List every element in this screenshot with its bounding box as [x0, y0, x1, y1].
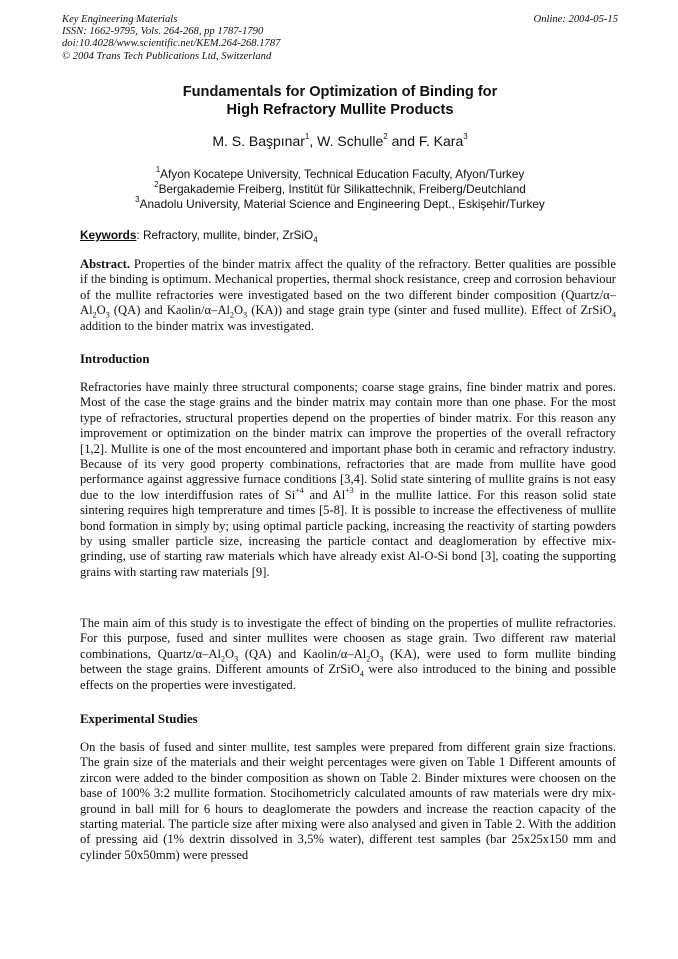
affiliation-3 [62, 197, 618, 212]
affiliation-1-mark: 1 [155, 165, 161, 175]
affiliation-1 [62, 167, 618, 182]
author-1: M. S. Başpınar [212, 133, 305, 149]
subscript: 3 [234, 654, 239, 664]
author-3-affil-mark: 3 [463, 132, 468, 142]
affiliation-1-text: Afyon Kocatepe University, Technical Education Faculty, Afyon/Turkey [160, 167, 525, 181]
running-header [62, 14, 618, 63]
paragraph-text: and Al [303, 487, 346, 502]
title-line-1: Fundamentals for Optimization of Binding for [182, 84, 498, 100]
abstract [80, 257, 616, 334]
subscript: 2 [220, 654, 225, 664]
paragraph-text: On the basis of fused and sinter mullite, test samples were prepared from different grain size fractions. The grain size of the materials and their weight percentages were given on Table 1 Different amounts of zircon were added to the binder composition as shown on Table 2. Binder mixtures were choosen on the base of 100% 3:2 mullite formation. Stocihometricly calculated amounts of raw materials were dry mix-ground in ball mill for 6 hours to deaglomerate the powders and increase the reaction capacity of the starting material. The particle size after mixing were also analysed and given in Table 2. With the addition of pressing aid (1% dextrin dissolved in 3,5% water), different test samples (bar 25x25x150 mm and cylinder 50x50mm) were pressed [80, 740, 616, 862]
author-1-affil-mark: 1 [304, 132, 310, 142]
subscript: 3 [243, 310, 248, 320]
experimental-paragraph-1 [80, 740, 616, 863]
paragraph-text: O [224, 646, 235, 661]
paragraph-text: in the mullite lattice. For this reason solid state sintering requires high temprerature and times [5-8]. It is possible to increase the effectiveness of mullite bond formation in simply by; using optimal particle packing, increasing the reactivity of starting powders by using smaller particle size, increasing the particle contact and deaglomeration by effective mix-grinding, use of starting raw materials which have already exist Al-O-Si bond [3], coating the supporting grains with starting raw materials [9]. [80, 487, 616, 579]
affiliation-2-mark: 2 [154, 180, 159, 190]
keywords-sub: 4 [313, 235, 318, 245]
paper-title [62, 83, 618, 119]
affiliations [62, 167, 618, 212]
issn-line: ISSN: 1662-9795, Vols. 264-268, pp 1787-1790 [62, 26, 264, 38]
subscript: 2 [230, 310, 235, 320]
subscript: 2 [366, 654, 371, 664]
keywords-line [80, 228, 616, 245]
keywords-label: Keywords [80, 228, 137, 242]
paragraph-text: were also introduced to the bining and possible effects on the properties were investigated. [80, 662, 616, 692]
title-line-2: High Refractory Mullite Products [226, 102, 454, 118]
abstract-text: Properties of the binder matrix affect the quality of the refractory. Better qualities are possible if the binding is optimum. Mechanical properties, thermal shock resistance, creep and corrosion behaviour of the mullite refractories were investigated based on the two different binder composition (Quartz/α–Al [80, 257, 616, 318]
paragraph-text: The main aim of this study is to investigate the effect of binding on the properties of mullite refractories. For this purpose, fused and sinter mullites were choosen as stage grain. Two different raw material combinations, Quartz/α–Al [80, 616, 616, 661]
affiliation-3-text: Anadolu University, Material Science and Engineering Dept., Eskişehir/Turkey [139, 197, 545, 211]
introduction-paragraph-1 [80, 380, 616, 580]
subscript: 3 [379, 654, 384, 664]
author-3: and F. Kara [387, 133, 464, 149]
author-list [62, 133, 618, 150]
affiliation-3-mark: 3 [135, 195, 140, 205]
superscript: +3 [345, 485, 354, 495]
paragraph-text: Refractories have mainly three structural components; coarse stage grains, fine binder matrix and pores. Most of the case the stage grains and the binder matrix may contain more than one phase. For the most type of refractories, structural properties depend on the properties of binder matrix. For this reason any improvement or optimization on the binder matrix can improve the properties of the overall refractory [1,2]. Mullite is one of the most encountered and important phase both in ceramic and refractory industry. Because of its very good property combinations, refractories that are made from mullite have good performance against aggressive furnace conditions [3,4]. Solid state sintering of mullite grains is not easy due to the low interdiffusion rates of Si [80, 380, 616, 502]
introduction-heading: Introduction [80, 352, 150, 366]
subscript: 2 [92, 310, 97, 320]
introduction-paragraph-2 [80, 616, 616, 693]
abstract-text: (QA) and Kaolin/α–Al [109, 303, 231, 318]
author-2-affil-mark: 2 [383, 132, 388, 142]
author-2: , W. Schulle [309, 133, 384, 149]
copyright-line: © 2004 Trans Tech Publications Ltd, Switzerland [62, 50, 272, 62]
experimental-heading: Experimental Studies [80, 712, 198, 726]
subscript: 3 [105, 310, 110, 320]
abstract-label: Abstract. [80, 257, 131, 271]
keywords-text: : Refractory, mullite, binder, ZrSiO [136, 228, 314, 242]
online-date: Online: 2004-05-15 [533, 14, 618, 25]
abstract-text: O [234, 303, 244, 318]
superscript: +4 [295, 485, 304, 495]
abstract-text: O [96, 303, 106, 318]
abstract-text: addition to the binder matrix was investigated. [80, 318, 314, 333]
paragraph-text: (KA), were used to form mullite binding between the stage grains. Different amounts of ZrSiO [80, 646, 616, 677]
subscript: 4 [611, 310, 616, 320]
abstract-text: (KA)) and stage grain type (sinter and fused mullite). Effect of ZrSiO [247, 303, 612, 318]
affiliation-2-text: Bergakademie Freiberg, Institüt für Silikattechnik, Freiberg/Deutchland [158, 182, 526, 196]
paragraph-text: (QA) and Kaolin/α–Al [238, 646, 367, 661]
doi-line: doi:10.4028/www.scientific.net/KEM.264-268.1787 [62, 38, 281, 50]
subscript: 4 [359, 669, 364, 679]
affiliation-2 [62, 182, 618, 197]
paragraph-text: O [370, 646, 380, 661]
journal-name: Key Engineering Materials [62, 14, 178, 25]
